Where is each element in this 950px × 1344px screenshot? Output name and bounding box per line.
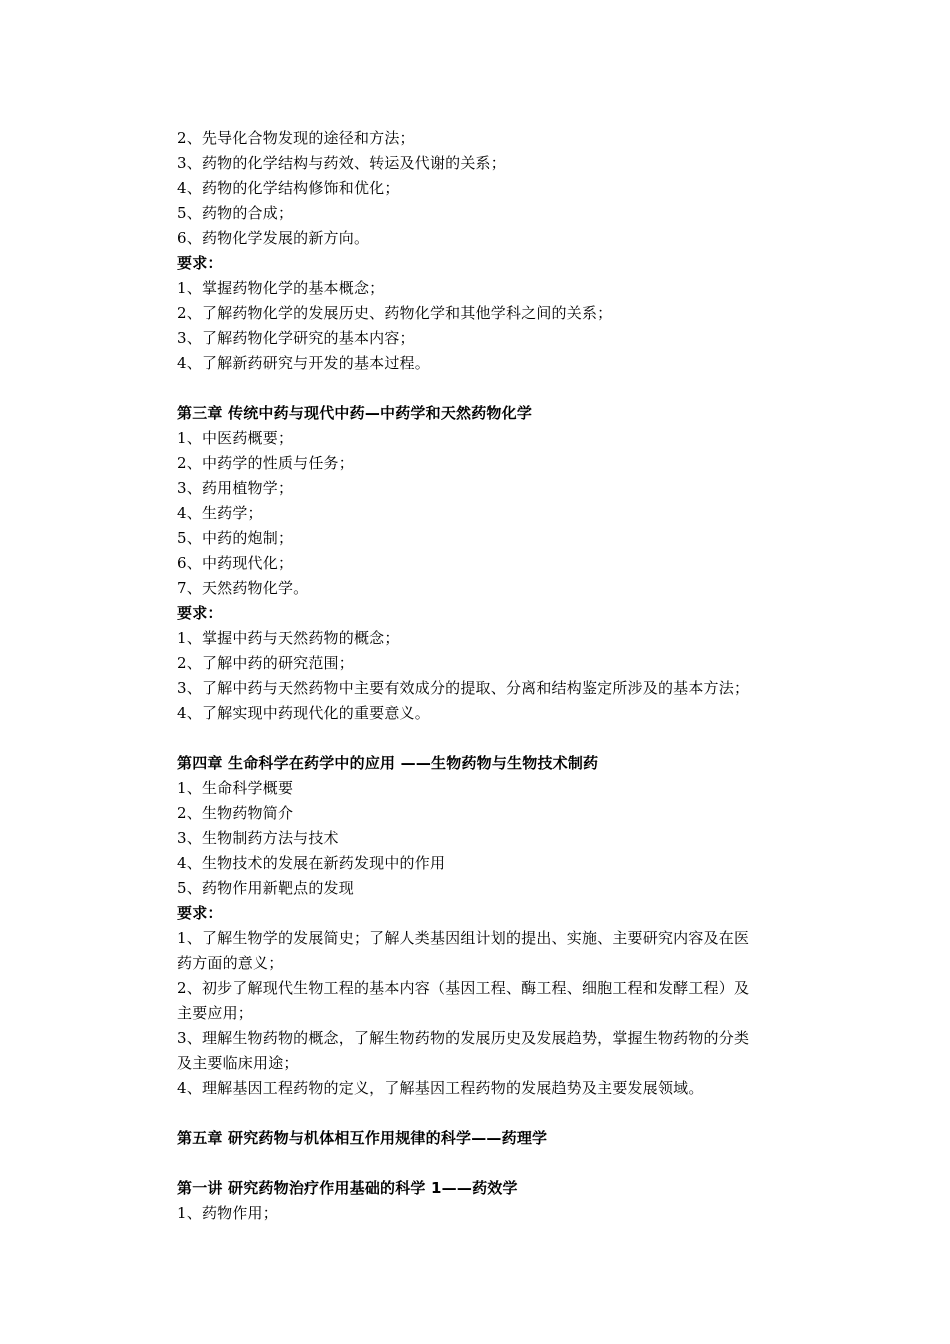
requirement-item: 2、初步了解现代生物工程的基本内容（基因工程、酶工程、细胞工程和发酵工程）及 — [177, 979, 750, 997]
list-item: 3、药物的化学结构与药效、转运及代谢的关系； — [177, 154, 506, 172]
list-item: 1、药物作用； — [177, 1204, 278, 1222]
requirement-item: 1、了解生物学的发展简史；了解人类基因组计划的提出、实施、主要研究内容及在医 — [177, 929, 750, 947]
list-item: 4、生药学； — [177, 504, 263, 522]
chapter-heading: 第五章 研究药物与机体相互作用规律的科学——药理学 — [177, 1129, 548, 1147]
requirement-item: 1、掌握药物化学的基本概念； — [177, 279, 385, 297]
list-item: 4、生物技术的发展在新药发现中的作用 — [177, 854, 446, 872]
chapter-heading: 第四章 生命科学在药学中的应用 ——生物药物与生物技术制药 — [177, 754, 599, 772]
list-item: 4、药物的化学结构修饰和优化； — [177, 179, 400, 197]
list-item: 6、药物化学发展的新方向。 — [177, 229, 370, 247]
list-item: 6、中药现代化； — [177, 554, 294, 572]
requirement-item: 3、了解中药与天然药物中主要有效成分的提取、分离和结构鉴定所涉及的基本方法； — [177, 679, 750, 697]
requirement-item-continued: 及主要临床用途； — [177, 1054, 299, 1072]
list-item: 1、生命科学概要 — [177, 779, 294, 797]
requirement-item: 3、理解生物药物的概念，了解生物药物的发展历史及发展趋势，掌握生物药物的分类 — [177, 1029, 750, 1047]
list-item: 3、生物制药方法与技术 — [177, 829, 339, 847]
list-item: 2、先导化合物发现的途径和方法； — [177, 129, 415, 147]
requirement-item-continued: 主要应用； — [177, 1004, 254, 1022]
requirements-label: 要求： — [177, 604, 223, 622]
requirement-item: 4、了解新药研究与开发的基本过程。 — [177, 354, 430, 372]
requirements-label: 要求： — [177, 254, 223, 272]
requirement-item: 2、了解中药的研究范围； — [177, 654, 354, 672]
list-item: 2、生物药物简介 — [177, 804, 294, 822]
requirement-item: 4、了解实现中药现代化的重要意义。 — [177, 704, 430, 722]
requirement-item-continued: 药方面的意义； — [177, 954, 284, 972]
requirement-item: 1、掌握中药与天然药物的概念； — [177, 629, 400, 647]
chapter-heading: 第三章 传统中药与现代中药—中药学和天然药物化学 — [177, 404, 533, 422]
requirements-label: 要求： — [177, 904, 223, 922]
requirement-item: 4、理解基因工程药物的定义，了解基因工程药物的发展趋势及主要发展领域。 — [177, 1079, 704, 1097]
lecture-heading: 第一讲 研究药物治疗作用基础的科学 1——药效学 — [177, 1179, 518, 1197]
list-item: 7、天然药物化学。 — [177, 579, 309, 597]
list-item: 1、中医药概要； — [177, 429, 294, 447]
list-item: 5、药物作用新靶点的发现 — [177, 879, 354, 897]
requirement-item: 3、了解药物化学研究的基本内容； — [177, 329, 415, 347]
list-item: 3、药用植物学； — [177, 479, 294, 497]
requirement-item: 2、了解药物化学的发展历史、药物化学和其他学科之间的关系； — [177, 304, 613, 322]
list-item: 5、药物的合成； — [177, 204, 294, 222]
list-item: 2、中药学的性质与任务； — [177, 454, 354, 472]
list-item: 5、中药的炮制； — [177, 529, 294, 547]
